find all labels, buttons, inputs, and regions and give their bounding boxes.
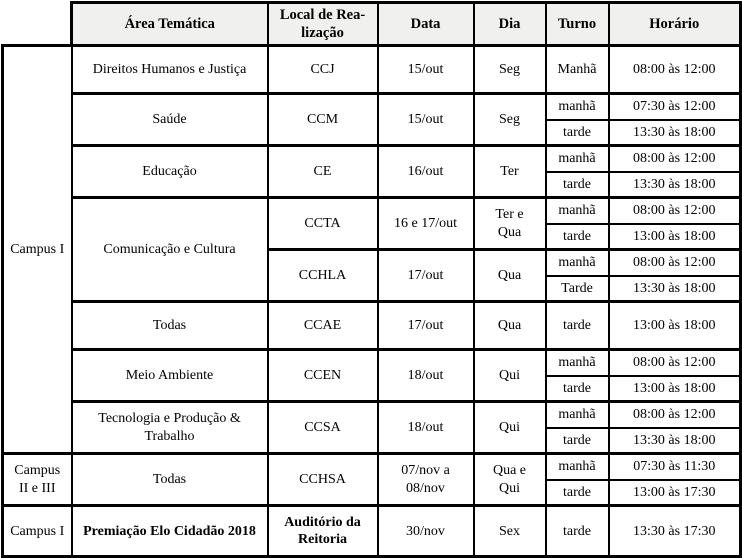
area-cell: Educação [72,146,268,198]
table-row [3,402,741,428]
turno-cell: tarde [546,120,609,146]
data-cell: 07/nov a 08/nov [378,454,474,506]
area-cell [72,402,268,454]
local-cell: CCAE [268,302,378,350]
turno-cell: manhã [546,402,609,428]
dia-cell: Qua [474,302,546,350]
horario-cell: 13:30 às 18:00 [609,120,741,146]
local-cell: CCJ [268,46,378,94]
header-campus-empty [3,3,72,46]
local-cell: CCHSA [268,454,378,506]
schedule-table [1,1,742,558]
area-cell: Saúde [72,94,268,146]
col-header-turno: Turno [546,3,609,46]
data-cell: 17/out [378,302,474,350]
data-cell: 17/out [378,250,474,302]
dia-cell: Ter [474,146,546,198]
horario-cell: 08:00 às 12:00 [609,402,741,428]
col-header-area: Área Temática [72,3,268,46]
horario-cell: 07:30 às 11:30 [609,454,741,480]
data-cell: 16/out [378,146,474,198]
dia-cell: Qua [474,250,546,302]
turno-cell: manhã [546,94,609,120]
horario-cell: 13:30 às 18:00 [609,428,741,454]
horario-cell: 13:30 às 18:00 [609,276,741,302]
data-cell: 18/out [378,402,474,454]
turno-cell: tarde [546,172,609,198]
data-cell: 15/out [378,94,474,146]
data-cell: 16 e 17/out [378,198,474,250]
area-cell: Premiação Elo Cidadão 2018 [72,506,268,557]
data-cell: 15/out [378,46,474,94]
dia-cell: Qua e Qui [474,454,546,506]
horario-cell: 13:00 às 17:30 [609,480,741,506]
header-row [3,3,741,46]
turno-cell: tarde [546,302,609,350]
table-row [3,506,741,557]
horario-cell: 08:00 às 12:00 [609,146,741,172]
turno-cell: Manhã [546,46,609,94]
local-cell: CCSA [268,402,378,454]
local-cell: CCEN [268,350,378,402]
table-row [3,302,741,350]
horario-cell: 13:00 às 18:00 [609,224,741,250]
local-cell: CE [268,146,378,198]
col-header-horario: Horário [609,3,741,46]
campus-cell: Campus I [3,46,72,454]
area-cell: Comunicação e Cultura [72,198,268,302]
col-header-dia: Dia [474,3,546,46]
horario-cell: 08:00 às 12:00 [609,46,741,94]
table-row [3,146,741,172]
local-cell: CCHLA [268,250,378,302]
dia-cell: Sex [474,506,546,557]
campus-cell: Campus II e III [3,454,72,506]
col-header-data: Data [378,3,474,46]
dia-cell: Ter e Qua [474,198,546,250]
horario-cell: 08:00 às 12:00 [609,250,741,276]
horario-cell: 07:30 às 12:00 [609,94,741,120]
turno-cell: tarde [546,224,609,250]
local-cell: CCM [268,94,378,146]
turno-cell: manhã [546,198,609,224]
turno-cell: tarde [546,376,609,402]
data-cell: 30/nov [378,506,474,557]
dia-cell: Qui [474,350,546,402]
col-header-local: Local de Rea-lização [268,3,378,46]
turno-cell: manhã [546,454,609,480]
horario-cell: 13:30 às 18:00 [609,172,741,198]
table-row [3,46,741,94]
area-cell: Direitos Humanos e Justiça [72,46,268,94]
turno-cell: manhã [546,350,609,376]
local-cell: Auditório da Reitoria [268,506,378,557]
horario-cell: 08:00 às 12:00 [609,350,741,376]
horario-cell: 13:30 às 17:30 [609,506,741,557]
table-row [3,198,741,224]
turno-cell: manhã [546,250,609,276]
turno-cell: tarde [546,428,609,454]
table-row [3,350,741,376]
horario-cell: 13:00 às 18:00 [609,376,741,402]
turno-cell: tarde [546,506,609,557]
data-cell: 18/out [378,350,474,402]
dia-cell: Qui [474,402,546,454]
horario-cell: 08:00 às 12:00 [609,198,741,224]
turno-cell: Tarde [546,276,609,302]
turno-cell: tarde [546,480,609,506]
area-cell: Meio Ambiente [72,350,268,402]
local-cell: CCTA [268,198,378,250]
turno-cell: manhã [546,146,609,172]
dia-cell: Seg [474,94,546,146]
area-cell: Todas [72,454,268,506]
horario-cell: 13:00 às 18:00 [609,302,741,350]
campus-cell: Campus I [3,506,72,557]
dia-cell: Seg [474,46,546,94]
table-row [3,94,741,120]
table-row [3,454,741,480]
area-cell-text: Tecnologia e Produção & Trabalho [98,411,241,444]
area-cell: Todas [72,302,268,350]
